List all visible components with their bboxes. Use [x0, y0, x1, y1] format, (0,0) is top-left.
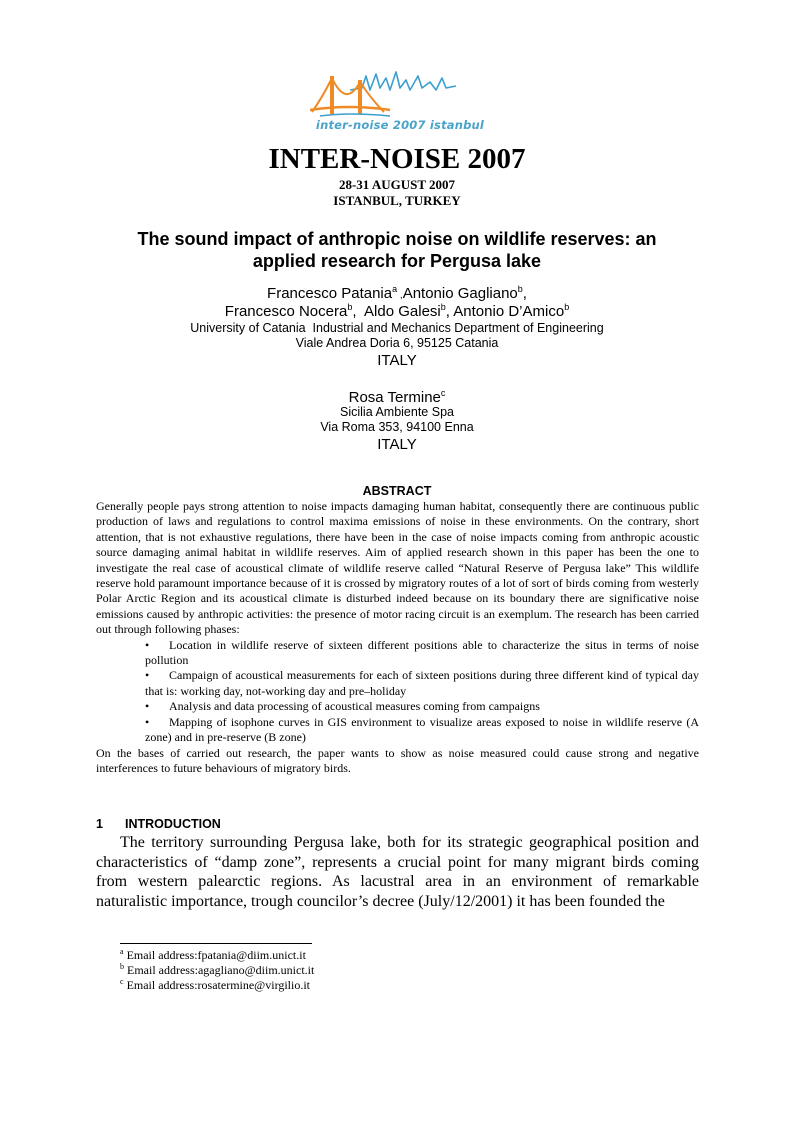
conference-logo: [310, 68, 490, 140]
paper-title-line1: The sound impact of anthropic noise on wildlife reserves: an: [137, 229, 657, 249]
author-mark: b: [564, 302, 570, 312]
footnote-email: Email address:fpatania@diim.unict.it: [123, 948, 306, 962]
affiliation-line: University of Catania Industrial and Mechanics Department of Engineering: [190, 321, 604, 335]
author-mark: a: [392, 284, 398, 294]
footnote-email: Email address:agagliano@diim.unict.it: [124, 963, 315, 977]
author-separator: ,: [445, 303, 454, 320]
bullet-icon: •: [145, 637, 150, 652]
footnote-mark: a: [120, 947, 124, 956]
author-name: Rosa Termine: [348, 389, 441, 406]
list-item: [96, 668, 699, 699]
paper-title-line2: applied research for Pergusa lake: [252, 251, 542, 271]
author-mark: b: [440, 302, 446, 312]
footnote-rule: [120, 943, 312, 944]
logo-text: inter-noise 2007 istanbul: [315, 118, 485, 132]
author-name: Francesco Patania: [267, 285, 393, 302]
author-name: Antonio Gagliano: [402, 285, 518, 302]
footnote-mark: b: [120, 962, 124, 971]
affiliation-country: ITALY: [377, 352, 417, 369]
list-item: [96, 638, 699, 669]
paper-title: [0, 228, 794, 272]
affiliation-company: Sicilia Ambiente Spa: [340, 405, 454, 419]
author-separator: ,: [397, 290, 403, 301]
bullet-icon: •: [145, 714, 150, 729]
author-name: Antonio D’Amico: [453, 303, 565, 320]
affiliation-address: Via Roma 353, 94100 Enna: [320, 420, 474, 434]
list-item: [96, 699, 699, 714]
footnote: [120, 963, 314, 978]
bullet-text: Mapping of isophone curves in GIS environment to visualize areas exposed to noise in wildlife reserve (A zone) and in pre-reserve (B zone): [145, 714, 699, 745]
abstract-paragraph: On the bases of carried out research, the paper wants to show as noise measured could cause strong and negative interferences to future behaviours of migratory birds.: [96, 745, 699, 775]
affiliation-country: ITALY: [377, 436, 417, 453]
footnote: [120, 978, 314, 993]
list-item: [96, 715, 699, 746]
abstract-body: [96, 499, 699, 776]
conference-place: ISTANBUL, TURKEY: [333, 193, 461, 208]
bullet-icon: •: [145, 668, 150, 683]
affiliation-address: Viale Andrea Doria 6, 95125 Catania: [295, 336, 499, 350]
footnote-email: Email address:rosatermine@virgilio.it: [123, 978, 311, 992]
bullet-icon: •: [145, 699, 150, 714]
conference-date: 28-31 AUGUST 2007: [338, 177, 456, 192]
footnote-mark: c: [120, 977, 124, 986]
bullet-text: Location in wildlife reserve of sixteen different positions able to characterize the situs in terms of noise pollution: [145, 637, 699, 668]
author-mark: b: [517, 284, 523, 294]
abstract-bullet-list: [96, 638, 699, 746]
introduction-paragraph: The territory surrounding Pergusa lake, both for its strategic geographical position and characteristics of “damp zone”, represents a crucial point for many migrant birds coming from western palearctic regions. As lacustral area in an environment of remarkable naturalistic importance, trough councilor’s decree (July/12/2001) it has been founded the: [96, 834, 699, 910]
bullet-text: Analysis and data processing of acoustical measures coming from campaigns: [169, 699, 540, 714]
abstract-heading: ABSTRACT: [362, 484, 432, 498]
author-separator: ,: [522, 285, 527, 302]
author-mark: b: [347, 302, 353, 312]
abstract-paragraph: Generally people pays strong attention to noise impacts damaging human habitat, consequently there are continuous public production of laws and regulations to control maxima emissions of noise in these environments. On the contrary, short attention, that is not exhaustive regulations, there have been in the case of noise impacts coming from anthropic acoustic source damaging animal habitat in wildlife reserves. Aim of applied research shown in this paper has been the one to investigate the real case of acoustical climate of wildlife reserve called “Natural Reserve of Pergusa lake” This wildlife reserve hold paramount importance because of it is crossed by migratory routes of a lot of sort of birds coming from westerly Polar Arctic Region and its acoustical climate is disturbed indeed because on its boundary there are significative noise emissions caused by anthropic activities: the presence of motor racing circuit is an exemplum. The research has been carried out through following phases:: [96, 499, 699, 637]
author-line-2: [0, 302, 794, 321]
footnote: [120, 948, 314, 963]
author-name: Francesco Nocera: [224, 303, 348, 320]
conference-title: INTER-NOISE 2007: [268, 143, 526, 175]
footnotes: [120, 948, 314, 993]
section-heading: [96, 817, 221, 831]
bridge-logo-icon: [310, 68, 490, 120]
bullet-text: Campaign of acoustical measurements for each of sixteen positions during three different kind of typical day that is: working day, not-working day and pre–holiday: [145, 668, 699, 698]
section-number: 1: [96, 817, 103, 831]
author-name: Aldo Galesi: [364, 303, 441, 320]
author-mark: c: [440, 388, 446, 398]
section-title: INTRODUCTION: [125, 817, 221, 831]
author-separator: ,: [352, 303, 365, 320]
